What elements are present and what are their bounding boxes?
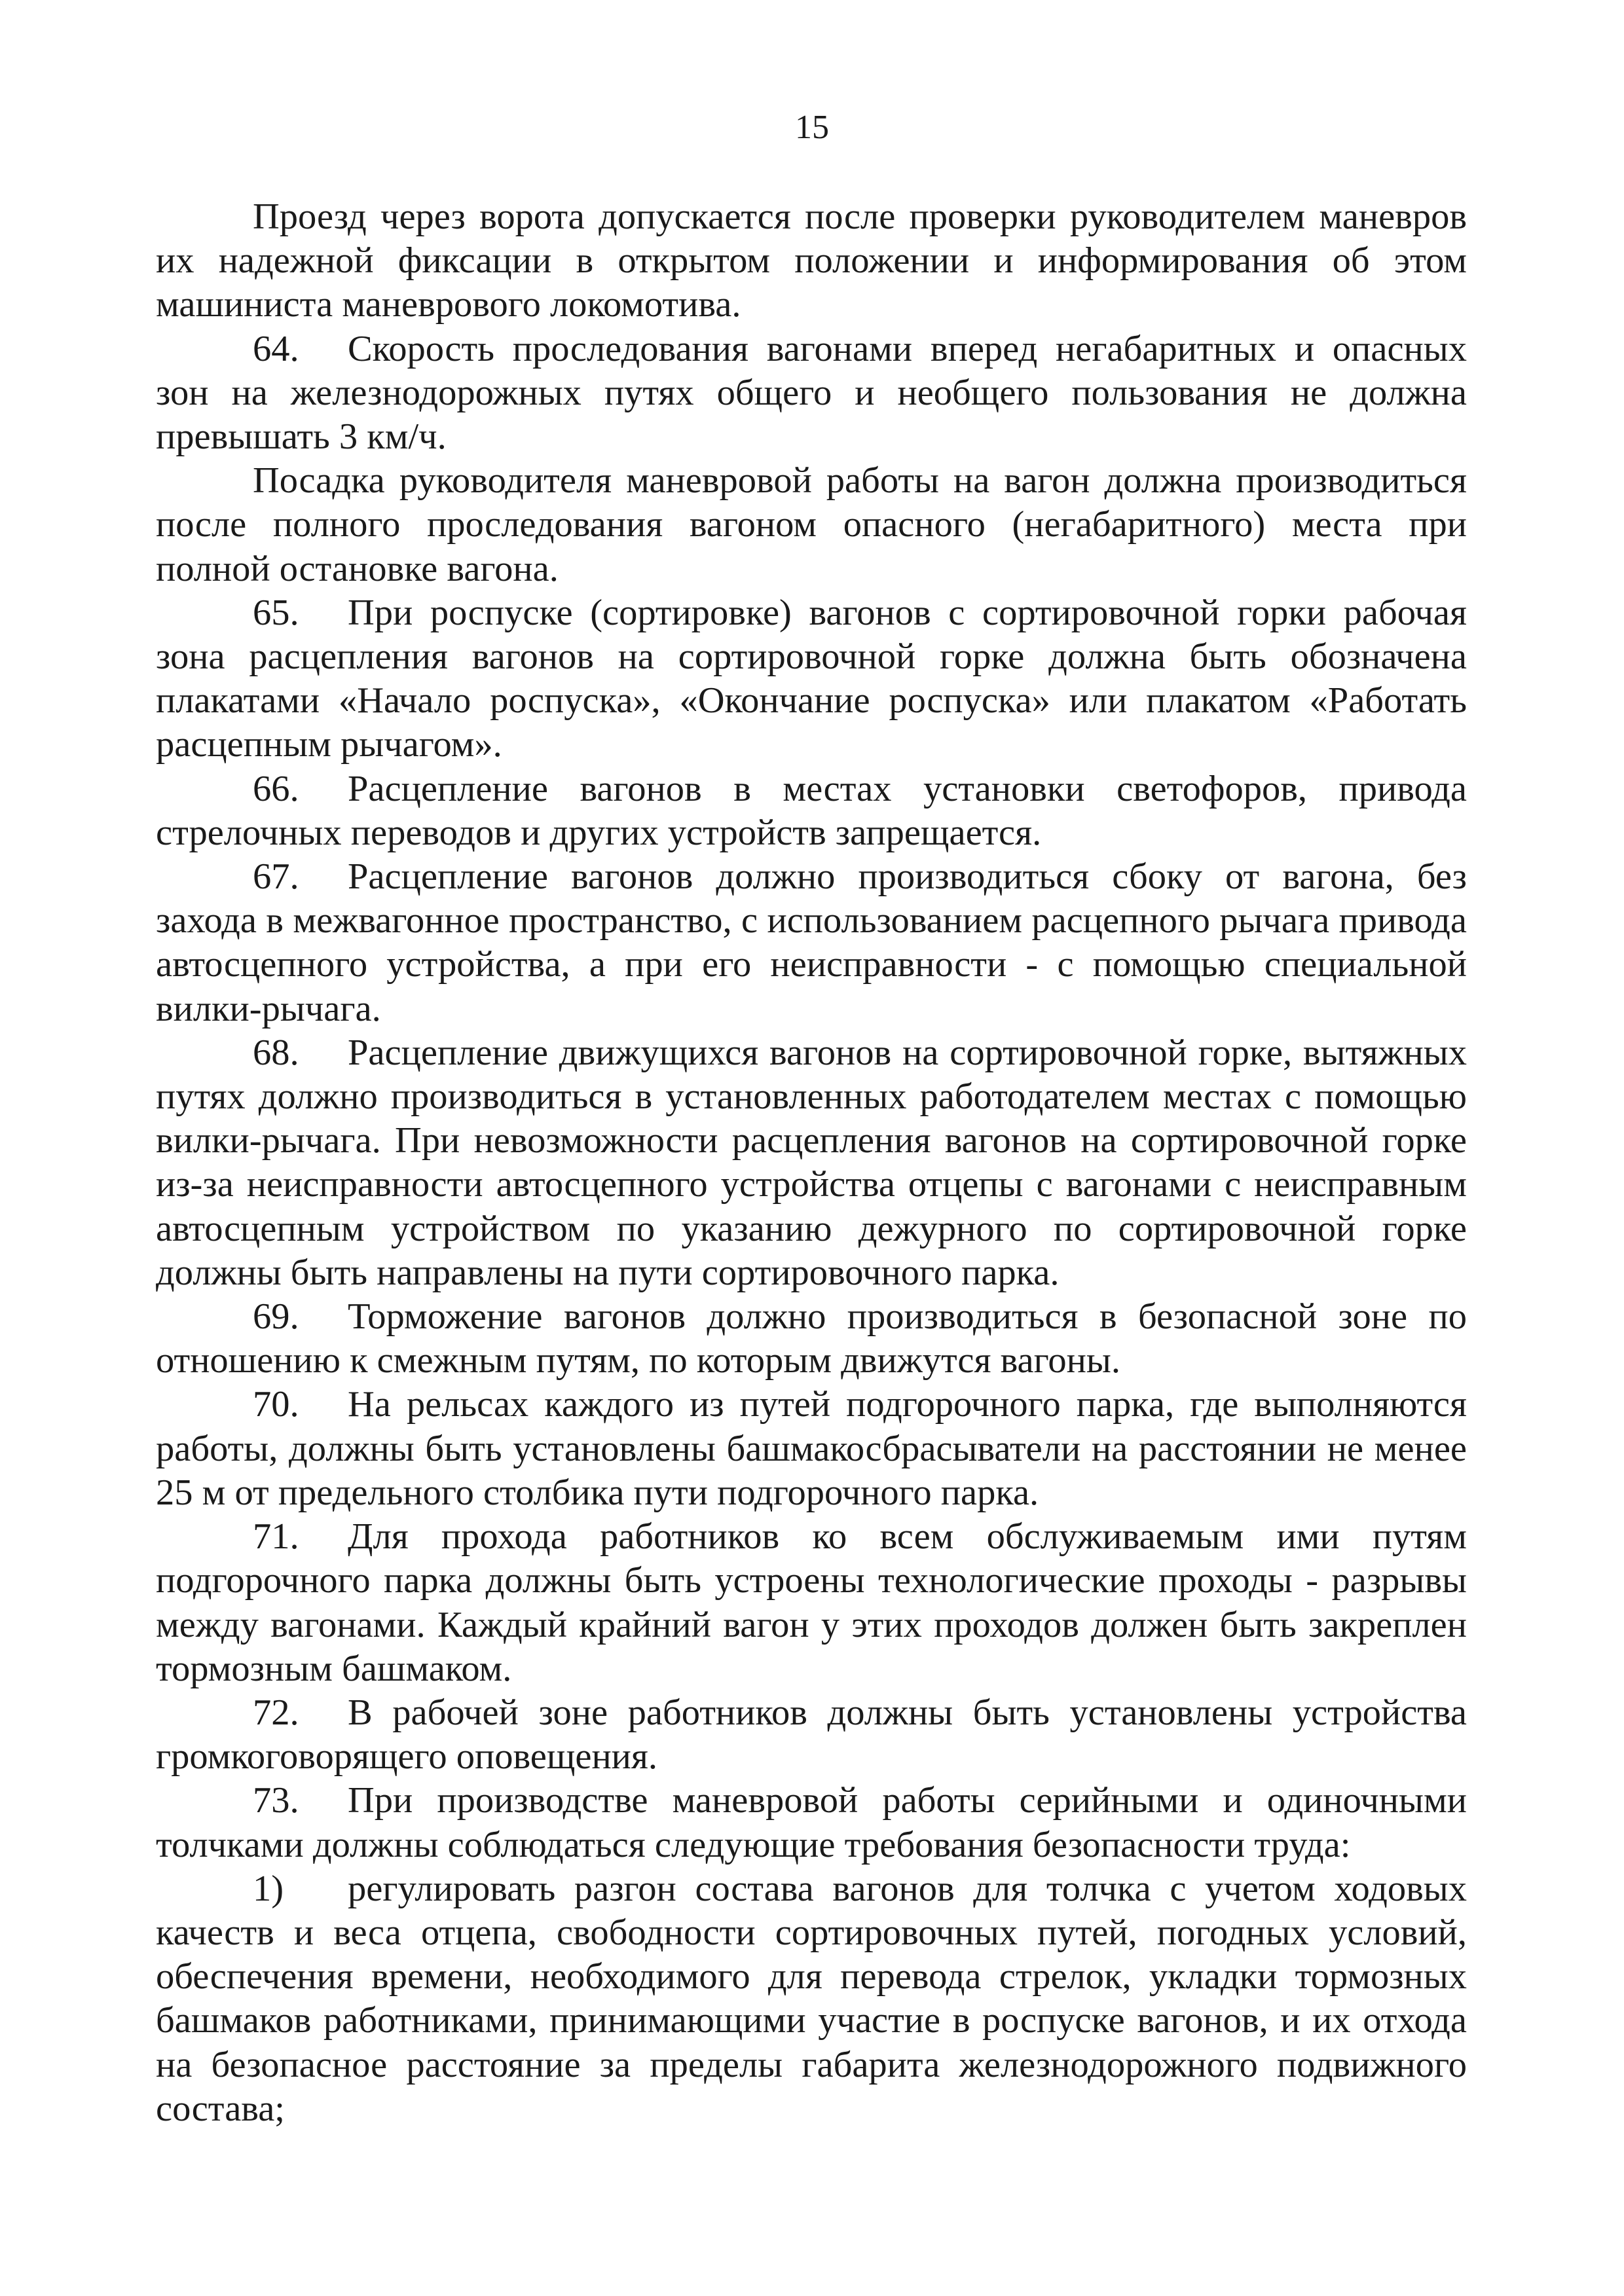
paragraph-number: 70. bbox=[253, 1384, 299, 1425]
paragraph bbox=[156, 1691, 1467, 1779]
paragraph-text: В рабочей зоне работников должны быть установлены устройства громкоговорящего оповещения. bbox=[156, 1692, 1467, 1777]
paragraph-number: 66. bbox=[253, 768, 299, 809]
paragraph-text: На рельсах каждого из путей подгорочного парка, где выполняются работы, должны быть установлены башмакосбрасыватели на расстоянии не менее 25 м от предельного столбика пути подгорочного парка. bbox=[156, 1384, 1467, 1513]
document-body bbox=[156, 195, 1467, 2131]
paragraph-number: 64. bbox=[253, 328, 299, 369]
paragraph bbox=[156, 1031, 1467, 1295]
paragraph-text: Расцепление движущихся вагонов на сортировочной горке, вытяжных путях должно производиться в установленных работодателем местах с помощью вилки-рычага. При невозможности расцепления вагонов на сортировочной горке из-за неисправности автосцепного устройства отцепы с вагонами с неисправным автосцепным устройством по указанию дежурного по сортировочной горке должны быть направлены на пути сортировочного парка. bbox=[156, 1032, 1467, 1293]
paragraph-text: Расцепление вагонов в местах установки светофоров, привода стрелочных переводов и других устройств запрещается. bbox=[156, 768, 1467, 853]
paragraph bbox=[156, 591, 1467, 767]
paragraph bbox=[156, 855, 1467, 1031]
paragraph-number: 69. bbox=[253, 1296, 299, 1338]
paragraph-number: 1) bbox=[253, 1868, 284, 1909]
paragraph-number: 67. bbox=[253, 856, 299, 898]
paragraph bbox=[156, 1295, 1467, 1383]
paragraph-text: Расцепление вагонов должно производиться сбоку от вагона, без захода в межвагонное пространство, с использованием расцепного рычага привода автосцепного устройства, а при его неисправности - с помощью специальной вилки-рычага. bbox=[156, 856, 1467, 1029]
paragraph-text: Посадка руководителя маневровой работы на вагон должна производиться после полного проследования вагоном опасного (негабаритного) места при полной остановке вагона. bbox=[156, 460, 1467, 589]
paragraph bbox=[156, 1867, 1467, 2131]
paragraph-number: 73. bbox=[253, 1780, 299, 1821]
paragraph-text: Скорость проследования вагонами вперед негабаритных и опасных зон на железнодорожных путях общего и необщего пользования не должна превышать 3 км/ч. bbox=[156, 328, 1467, 458]
page-number: 15 bbox=[795, 109, 829, 146]
paragraph bbox=[156, 767, 1467, 855]
paragraph-text: Торможение вагонов должно производиться в безопасной зоне по отношению к смежным путям, по которым движутся вагоны. bbox=[156, 1296, 1467, 1381]
paragraph bbox=[156, 1779, 1467, 1867]
paragraph-number: 65. bbox=[253, 592, 299, 633]
paragraph-text: При производстве маневровой работы серийными и одиночными толчками должны соблюдаться следующие требования безопасности труда: bbox=[156, 1780, 1467, 1865]
paragraph-text: Проезд через ворота допускается после проверки руководителем маневров их надежной фиксации в открытом положении и информирования об этом машиниста маневрового локомотива. bbox=[156, 196, 1467, 325]
paragraph bbox=[156, 195, 1467, 327]
paragraph-number: 72. bbox=[253, 1692, 299, 1733]
paragraph-number: 68. bbox=[253, 1032, 299, 1073]
paragraph-number: 71. bbox=[253, 1516, 299, 1558]
paragraph-text: регулировать разгон состава вагонов для толчка с учетом ходовых качеств и веса отцепа, свободности сортировочных путей, погодных условий, обеспечения времени, необходимого для перевода стрелок, укладки тормозных башмаков работниками, принимающими участие в роспуске вагонов, и их отхода на безопасное расстояние за пределы габарита железнодорожного подвижного состава; bbox=[156, 1868, 1467, 2129]
paragraph bbox=[156, 459, 1467, 591]
paragraph bbox=[156, 1515, 1467, 1691]
paragraph bbox=[156, 327, 1467, 460]
paragraph-text: Для прохода работников ко всем обслуживаемым ими путям подгорочного парка должны быть устроены технологические проходы - разрывы между вагонами. Каждый крайний вагон у этих проходов должен быть закреплен тормозным башмаком. bbox=[156, 1516, 1467, 1689]
paragraph bbox=[156, 1383, 1467, 1515]
paragraph-text: При роспуске (сортировке) вагонов с сортировочной горки рабочая зона расцепления вагонов на сортировочной горке должна быть обозначена плакатами «Начало роспуска», «Окончание роспуска» или плакатом «Работать расцепным рычагом». bbox=[156, 592, 1467, 765]
